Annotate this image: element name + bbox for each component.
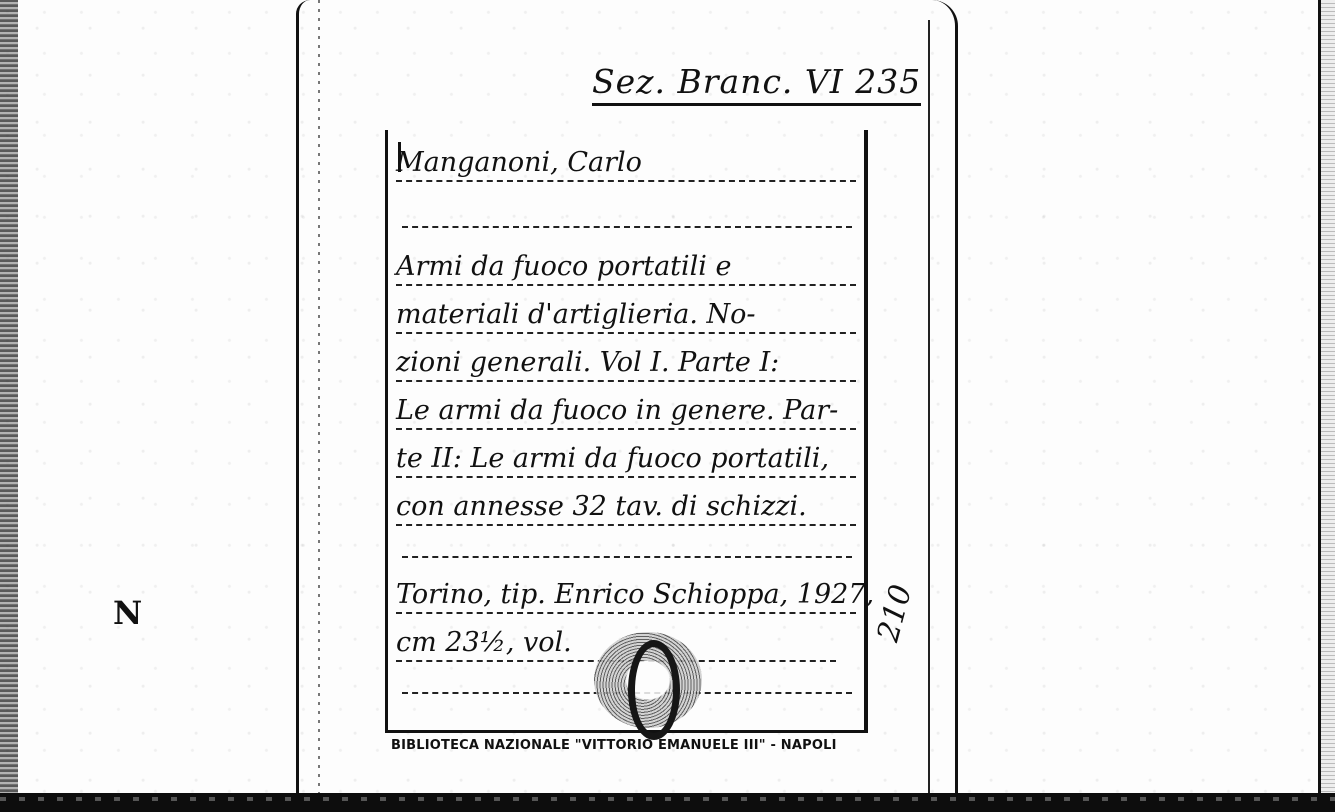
side-letter: N: [113, 594, 143, 632]
shelfmark: Sez. Branc. VI 235: [592, 62, 921, 106]
blank-rule: [402, 556, 852, 558]
title-line: te II: Le armi da fuoco portatili,: [396, 442, 856, 478]
bottom-scan-strip: [0, 793, 1335, 812]
side-annotation: 210: [870, 581, 920, 646]
title-line: Armi da fuoco portatili e: [396, 250, 856, 286]
title-line: materiali d'artiglieria. No-: [396, 298, 856, 334]
title-line: Le armi da fuoco in genere. Par-: [396, 394, 856, 430]
right-scan-edge: [1318, 0, 1335, 795]
title-line: con annesse 32 tav. di schizzi.: [396, 490, 856, 526]
library-stamp: BIBLIOTECA NAZIONALE "VITTORIO EMANUELE III" - NAPOLI: [391, 738, 837, 753]
imprint-line: Torino, tip. Enrico Schioppa, 1927,: [396, 578, 856, 614]
folder-left-mark: [318, 0, 320, 795]
blank-rule: [402, 226, 852, 228]
left-scan-edge: [0, 0, 18, 795]
author-line: Manganoni, Carlo: [396, 146, 856, 182]
punch-hole-ring: [628, 640, 680, 740]
folder-inner-rule: [928, 20, 930, 795]
title-line: zioni generali. Vol I. Parte I:: [396, 346, 856, 382]
imprint-line: cm 23½, vol.: [396, 626, 836, 662]
